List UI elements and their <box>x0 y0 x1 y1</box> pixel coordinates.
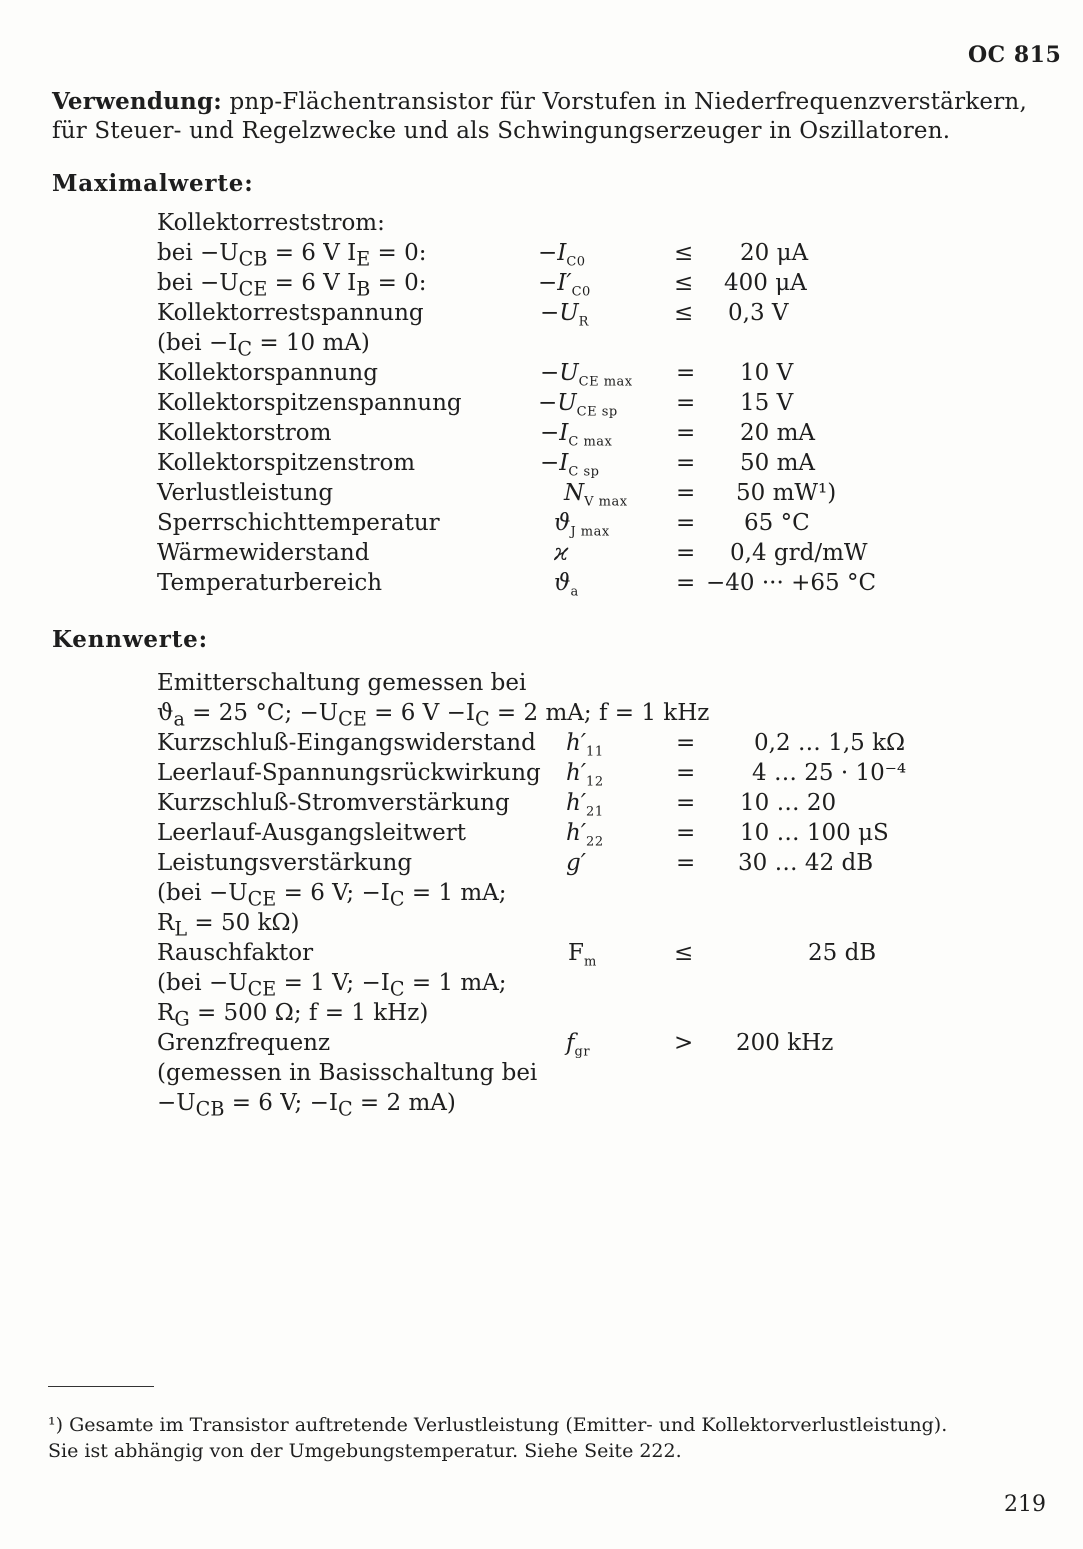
max-operator: = <box>676 450 696 476</box>
page-header-code: OC 815 <box>968 42 1062 68</box>
section-title-maximalwerte: Maximalwerte: <box>52 170 254 197</box>
max-label: Sperrschichttemperatur <box>157 510 440 536</box>
kenn-condition-line-1: Emitterschaltung gemessen bei <box>157 670 527 696</box>
kenn-label: $R_L = 50$ kΩ) <box>157 910 300 941</box>
kenn-symbol: g′ <box>566 850 586 876</box>
kenn-label: Grenzfrequenz <box>157 1030 331 1056</box>
max-symbol: $-U_R$ <box>540 300 589 330</box>
kenn-value: 10 … 100 μS <box>740 820 889 846</box>
kenn-label: Leerlauf-Ausgangsleitwert <box>157 820 466 846</box>
max-label: ($bei -I_C = 10$ mA) <box>157 330 370 361</box>
kenn-label: (gemessen in Basisschaltung bei <box>157 1060 538 1086</box>
kenn-value: 4 … 25 · 10⁻⁴ <box>752 760 907 786</box>
max-value: 0,4 grd/mW <box>730 540 868 566</box>
max-operator: = <box>676 360 696 386</box>
max-label: Temperaturbereich <box>157 570 383 596</box>
kenn-value: 0,2 … 1,5 kΩ <box>754 730 906 756</box>
max-label: bei $-U_{CE} = 6$ V $I_B = 0$: <box>157 270 427 301</box>
max-label: Kollektorspannung <box>157 360 378 386</box>
kenn-operator: = <box>676 820 696 846</box>
intro-paragraph <box>52 88 1027 115</box>
kenn-label: $-U_{CB} = 6$ V; $-I_C = 2$ mA) <box>157 1090 456 1121</box>
kenn-symbol: $h'_{12}$ <box>566 760 604 790</box>
max-label: Kollektorspitzenstrom <box>157 450 416 476</box>
kenn-label: Leerlauf-Spannungsrückwirkung <box>157 760 541 786</box>
kenn-symbol: $h'_{22}$ <box>566 820 604 850</box>
max-operator: = <box>676 570 696 596</box>
kenn-value: 200 kHz <box>736 1030 834 1056</box>
max-symbol: $ϑ_{J max}$ <box>554 510 610 540</box>
kenn-symbol: $h'_{11}$ <box>566 730 604 760</box>
max-value: 65 °C <box>744 510 810 536</box>
kenn-value: 30 … 42 dB <box>738 850 874 876</box>
max-label: bei $-U_{CB} = 6$ V $I_E = 0$: <box>157 240 427 271</box>
intro-label: Verwendung: <box>52 88 222 115</box>
max-symbol: $ϑ_a$ <box>554 570 579 600</box>
kenn-symbol: $F_m$ <box>568 940 597 970</box>
kenn-label: Kurzschluß-Eingangswiderstand <box>157 730 536 756</box>
max-label: Wärmewiderstand <box>157 540 370 566</box>
max-operator: = <box>676 390 696 416</box>
kenn-operator: = <box>676 730 696 756</box>
max-label: Kollektorstrom <box>157 420 332 446</box>
max-value: 400 μA <box>724 270 807 296</box>
kenn-label: Kurzschluß-Stromverstärkung <box>157 790 510 816</box>
kenn-label: ($bei -U_{CE} = 1$ V; $-I_C = 1$ mA; <box>157 970 507 1001</box>
footnote-line-2: Sie ist abhängig von der Umgebungstemperatur. Siehe Seite 222. <box>48 1440 682 1462</box>
max-operator: = <box>676 510 696 536</box>
max-symbol: $N_{V max}$ <box>564 480 628 510</box>
intro-line-1: pnp-Flächentransistor für Vorstufen in Niederfrequenzverstärkern, <box>221 89 1027 115</box>
kenn-label: Leistungsverstärkung <box>157 850 413 876</box>
max-operator: = <box>676 420 696 446</box>
kenn-label: Rauschfaktor <box>157 940 314 966</box>
kenn-condition-line-2: $ϑ_a = 25$ °C; $-U_{CE} = 6$ $V -I_C = 2$ mA; f = 1 kHz <box>157 700 710 731</box>
max-symbol: ϰ <box>554 540 569 566</box>
kenn-label: ($bei -U_{CE} = 6$ V; $-I_C = 1$ mA; <box>157 880 507 911</box>
kenn-operator: = <box>676 760 696 786</box>
max-value: 15 V <box>740 390 794 416</box>
kenn-symbol: $f_{gr}$ <box>566 1030 591 1060</box>
max-operator: ≤ <box>674 300 694 326</box>
kenn-operator: ≤ <box>674 940 694 966</box>
max-value: 50 mW¹) <box>736 480 837 506</box>
kenn-symbol: $h'_{21}$ <box>566 790 604 820</box>
max-symbol: $-U_{CE max}$ <box>540 360 633 390</box>
max-symbol: $-I_{C0}$ <box>538 240 586 270</box>
max-label: Verlustleistung <box>157 480 334 506</box>
max-value: 0,3 V <box>728 300 789 326</box>
max-symbol: $-I_{C max}$ <box>540 420 613 450</box>
kenn-label: $R_G = 500$ Ω; f = 1 kHz) <box>157 1000 429 1031</box>
kenn-operator: = <box>676 790 696 816</box>
max-value: 20 μA <box>740 240 809 266</box>
page-number: 219 <box>1004 1492 1046 1517</box>
max-value: 50 mA <box>740 450 815 476</box>
max-value: 20 mA <box>740 420 815 446</box>
max-symbol: $-I_{C sp}$ <box>540 450 600 480</box>
max-operator: = <box>676 540 696 566</box>
max-operator: ≤ <box>674 240 694 266</box>
section-title-kennwerte: Kennwerte: <box>52 626 208 653</box>
max-label: Kollektorrestspannung <box>157 300 424 326</box>
max-operator: = <box>676 480 696 506</box>
max-label: Kollektorspitzenspannung <box>157 390 462 416</box>
max-operator: ≤ <box>674 270 694 296</box>
kenn-value: 10 … 20 <box>740 790 837 816</box>
max-symbol: $-U_{CE sp}$ <box>538 390 618 420</box>
footnote-rule <box>48 1386 154 1387</box>
footnote-line-1: ¹) Gesamte im Transistor auftretende Verlustleistung (Emitter- und Kollektorverlustleistung). <box>48 1414 948 1436</box>
max-symbol: $-I'_{C0}$ <box>538 270 591 300</box>
kenn-operator: > <box>674 1030 694 1056</box>
max-value: −40 ··· +65 °C <box>706 570 877 596</box>
max-value: 10 V <box>740 360 794 386</box>
intro-line-2: für Steuer- und Regelzwecke und als Schwingungserzeuger in Oszillatoren. <box>52 118 951 144</box>
kenn-operator: = <box>676 850 696 876</box>
kenn-value: 25 dB <box>808 940 877 966</box>
max-label: Kollektorreststrom: <box>157 210 385 236</box>
